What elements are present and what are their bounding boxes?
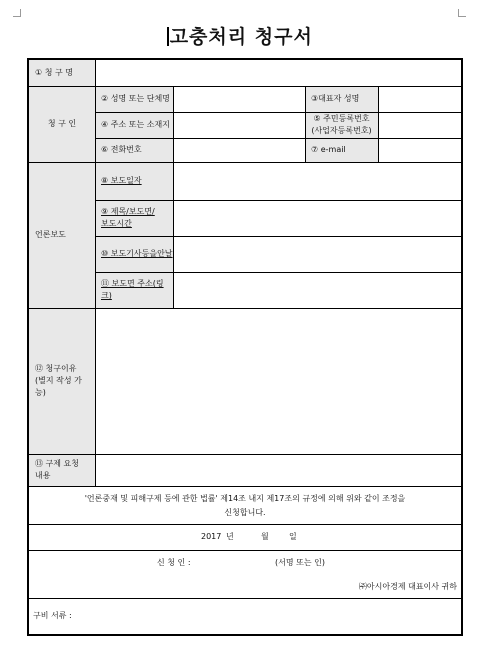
grid-line	[29, 454, 461, 455]
press-title-field[interactable]	[173, 200, 461, 236]
applicant-line: 신 청 인 : (서명 또는 인)	[157, 558, 325, 567]
address-field[interactable]	[173, 112, 305, 138]
grid-line	[378, 86, 379, 162]
claim-name-field[interactable]	[95, 60, 461, 86]
press-date-field[interactable]	[173, 162, 461, 200]
press-title-label: ⑨ 제목/보도면/ 보도시간	[95, 200, 173, 236]
press-label: 언론보도	[29, 162, 95, 308]
press-guide-field[interactable]	[173, 236, 461, 272]
margin-corner-right	[458, 9, 466, 17]
email-label: ⑦ e-mail	[305, 138, 378, 162]
representative-label: ③대표자 성명	[305, 86, 378, 112]
representative-field[interactable]	[378, 86, 461, 112]
claim-name-label: ① 청 구 명	[29, 60, 95, 86]
recipient-line: ㈜아시아경제 대표이사 귀하	[358, 582, 457, 591]
phone-field[interactable]	[173, 138, 305, 162]
grid-line	[29, 550, 461, 551]
grid-line	[95, 272, 461, 273]
text-cursor	[167, 27, 169, 46]
grid-line	[173, 86, 174, 308]
statement: '언론중재 및 피해구제 등에 관한 법률' 제14조 내지 제17조의 규정에 의해 위와 같이 조정을 신청합니다.	[84, 494, 406, 517]
name-label: ② 성명 또는 단체명	[95, 86, 173, 112]
grid-line	[29, 86, 461, 87]
remedy-field[interactable]	[95, 454, 461, 486]
remedy-label: ⑬ 구제 요청 내용	[29, 454, 95, 486]
email-field[interactable]	[378, 138, 461, 162]
name-field[interactable]	[173, 86, 305, 112]
grid-line	[95, 60, 96, 486]
press-url-field[interactable]	[173, 272, 461, 308]
press-url-label: ⑪ 보도면 주소(링크)	[95, 272, 173, 308]
grid-line	[29, 162, 461, 163]
press-guide-label: ⑩ 보도기사등을안날	[95, 236, 173, 272]
grid-line	[95, 236, 461, 237]
regno-field[interactable]	[378, 112, 461, 138]
claim-form	[27, 58, 463, 636]
grid-line	[29, 486, 461, 487]
claimant-label: 청 구 인	[29, 86, 95, 162]
attachments-line: 구비 서류 :	[33, 611, 72, 620]
reason-field[interactable]	[95, 308, 461, 454]
grid-line	[305, 86, 306, 162]
grid-line	[95, 138, 461, 139]
phone-label: ⑥ 전화번호	[95, 138, 173, 162]
grid-line	[29, 308, 461, 309]
regno-label: ⑤ 주민등록번호 (사업자등록번호)	[305, 112, 378, 138]
margin-corner-left	[13, 9, 21, 17]
press-date-label: ⑧ 보도일자	[95, 162, 173, 200]
date-line: 2017 년 월 일	[201, 532, 297, 541]
grid-line	[29, 598, 461, 599]
grid-line	[29, 524, 461, 525]
document-title	[0, 22, 480, 49]
title-text: 고충처리 청구서	[169, 26, 313, 48]
grid-line	[95, 112, 461, 113]
grid-line	[95, 200, 461, 201]
address-label: ④ 주소 또는 소재지	[95, 112, 173, 138]
reason-label: ⑫ 청구이유 (별지 작성 가 능)	[29, 308, 95, 454]
